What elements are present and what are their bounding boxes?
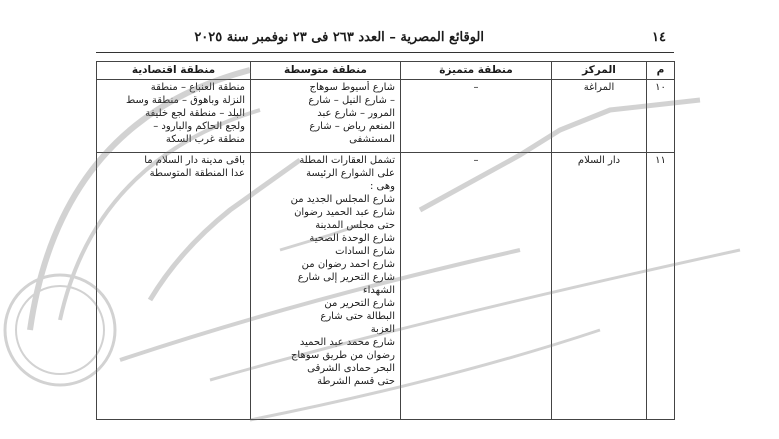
medium-line: – شارع النيل – شارع [308,95,395,106]
medium-line: شارع عبد الحميد رضوان [294,207,395,218]
row-num: ١٠ [647,80,675,153]
row-medium [251,153,401,420]
medium-line: شارع محمد عبد الحميد [299,337,395,348]
medium-line: شارع المجلس الجديد من [290,194,395,205]
medium-line: الشهداء [362,285,395,296]
medium-line: تشمل العقارات المطلة [299,155,395,166]
medium-line: شارع السادات [335,246,395,257]
table-header-row [97,62,675,80]
header-medium: منطقة متوسطة [251,62,401,80]
row-center: المراغة [552,80,647,153]
medium-line: شارع التحرير من [324,298,395,309]
economic-line: ولجع الحاكم والبارود – [153,121,245,132]
medium-line: رضوان من طريق سوهاج [290,350,395,361]
row-distinguished: – [401,153,552,420]
row-economic [97,80,251,153]
medium-line: العزبة [370,324,395,335]
medium-line: البطالة حتى شارع [320,311,395,322]
economic-line: البلد – منطقة لجع خليفة [145,108,245,119]
header-economic: منطقة اقتصادية [97,62,251,80]
row-medium [251,80,401,153]
header-distinguished: منطقة متميزة [401,62,552,80]
medium-line: شارع احمد رضوان من [301,259,395,270]
medium-line: المستشفى [349,134,395,145]
medium-line: وهى : [370,181,395,192]
economic-line: منطقة العنباع – منطقة [150,82,245,93]
medium-line: المنعم رياض – شارع [309,121,395,132]
table-row [97,80,675,153]
economic-line: عدا المنطقة المتوسطة [149,168,245,179]
header-num: م [647,62,675,80]
page-header [96,28,674,48]
zones-table [96,61,675,420]
row-center: دار السلام [552,153,647,420]
gazette-title: الوقائع المصرية – العدد ٢٦٣ فى ٢٣ نوفمبر سنة ٢٠٢٥ [194,30,484,45]
medium-line: شارع الوحدة الصحية [309,233,395,244]
medium-line: على الشوارع الرئيسة [306,168,395,179]
economic-line: منطقة غرب السكة [165,134,245,145]
medium-line: شارع أسيوط سوهاج [309,82,395,93]
economic-line: باقى مدينة دار السلام ما [144,155,245,166]
table-row [97,153,675,420]
medium-line: المرور – شارع عبد [317,108,395,119]
medium-line: البحر حمادى الشرقى [307,363,395,374]
page-number: ١٤ [652,30,666,45]
medium-line: حتى قسم الشرطة [317,376,395,387]
row-distinguished: – [401,80,552,153]
row-num: ١١ [647,153,675,420]
medium-line: حتى مجلس المدينة [315,220,395,231]
row-economic [97,153,251,420]
header-rule [96,52,674,53]
header-center: المركز [552,62,647,80]
economic-line: النزلة وباهوق – منطقة وسط [125,95,245,106]
medium-line: شارع التحرير إلى شارع [297,272,395,283]
